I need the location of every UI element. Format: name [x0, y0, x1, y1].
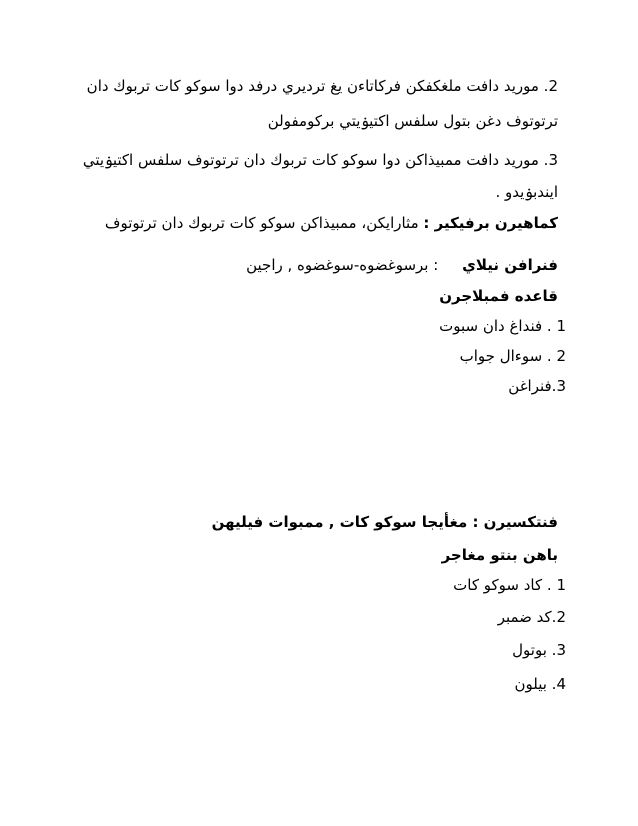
teaching-method-heading: قاعده فمبلاجرن	[439, 287, 558, 305]
thinking-skills-value: مثارايكن، ممبيذاكن سوكو كات تربوك دان ترتوتوف	[104, 214, 419, 232]
objective-2-line-2: ترتوتوف دغن بتول سلفس اكتيۏيتي بركومفولن	[267, 112, 558, 130]
values-row	[246, 255, 558, 275]
teaching-aid-item-4: 4. بيلون	[514, 675, 566, 693]
teaching-method-item-2: 2 . سوءال جواب	[459, 347, 566, 365]
values-label: فنرافن نيلاي	[462, 256, 558, 274]
teaching-method-item-1: 1 . فنداغ دان سبوت	[439, 317, 566, 335]
teaching-aids-heading: باهن بنتو مغاجر	[441, 546, 558, 564]
teaching-aid-item-1: 1 . كاد سوكو كات	[453, 576, 566, 594]
focus-heading: فنتكسيرن : مغأيجا سوكو كات , ممبوات فيليهن	[211, 513, 558, 531]
teaching-aid-item-3: 3. بوتول	[512, 641, 566, 659]
teaching-aid-item-2: 2.كد ضمبر	[497, 608, 566, 626]
values-value: : برسوغضوه-سوغضوه , راجين	[246, 256, 439, 274]
objective-3-line-1: 3. موريد دافت ممبيذاكن دوا سوكو كات تربوك دان ترتوتوف سلفس اكتيۏيتي	[82, 151, 558, 169]
thinking-skills-row	[105, 213, 558, 233]
objective-3-line-2: ايندبۏيدو .	[495, 183, 558, 201]
teaching-method-item-3: 3.فنراغن	[508, 377, 566, 395]
objective-2-line-1: 2. موريد دافت ملغكفكن فركاتاءن يغ ترديري درفد دوا سوكو كات تربوك دان	[86, 77, 558, 95]
thinking-skills-label: كماهيرن برفيكير :	[423, 214, 558, 232]
